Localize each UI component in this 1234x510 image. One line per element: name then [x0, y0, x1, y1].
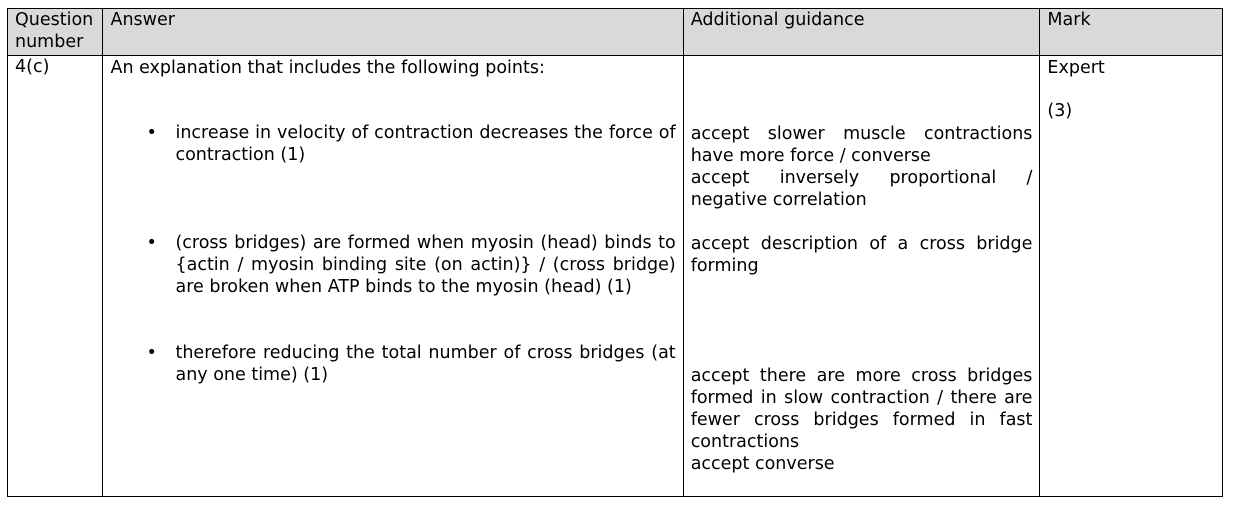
guidance-text: accept description of a cross bridge forming [690, 234, 1033, 276]
answer-point-text: therefore reducing the total number of cross bridges (at any one time) (1) [175, 343, 676, 385]
question-number-cell [8, 56, 103, 497]
bullet-icon: • [146, 123, 157, 143]
answer-point [110, 232, 675, 298]
guidance-block [691, 365, 1033, 475]
guidance-block [691, 233, 1033, 277]
header-answer: Answer [103, 9, 683, 56]
guidance-cell [683, 56, 1040, 497]
guidance-text: accept slower muscle contractions have more force / converse [690, 124, 1033, 166]
mark-type: Expert [1047, 58, 1105, 78]
answer-intro: An explanation that includes the following points: [110, 58, 545, 78]
answer-cell [103, 56, 683, 497]
mark-scheme-table [7, 8, 1223, 497]
header-question-number: Question number [8, 9, 103, 56]
answer-point-text: increase in velocity of contraction decreases the force of contraction (1) [175, 123, 676, 165]
guidance-text: accept converse [690, 454, 835, 474]
guidance-text: accept inversely proportional / negative correlation [690, 168, 1033, 210]
header-mark: Mark [1040, 9, 1223, 56]
mark-cell [1040, 56, 1223, 497]
guidance-block [691, 123, 1033, 211]
header-additional-guidance: Additional guidance [683, 9, 1040, 56]
bullet-icon: • [146, 233, 157, 253]
header-row [8, 9, 1223, 56]
table-row [8, 56, 1223, 497]
answer-point [110, 122, 675, 166]
answer-point [110, 342, 675, 386]
answer-point-text: (cross bridges) are formed when myosin (head) binds to {actin / myosin binding site (on actin)} / (cross bridge) are broken when ATP binds to the myosin (head) (1) [175, 233, 676, 297]
answer-points-list [110, 122, 675, 386]
mark-value: (3) [1047, 101, 1073, 121]
question-number: 4(c) [15, 57, 50, 77]
guidance-text: accept there are more cross bridges formed in slow contraction / there are fewer cross bridges formed in fast contractions [690, 366, 1033, 452]
bullet-icon: • [146, 343, 157, 363]
